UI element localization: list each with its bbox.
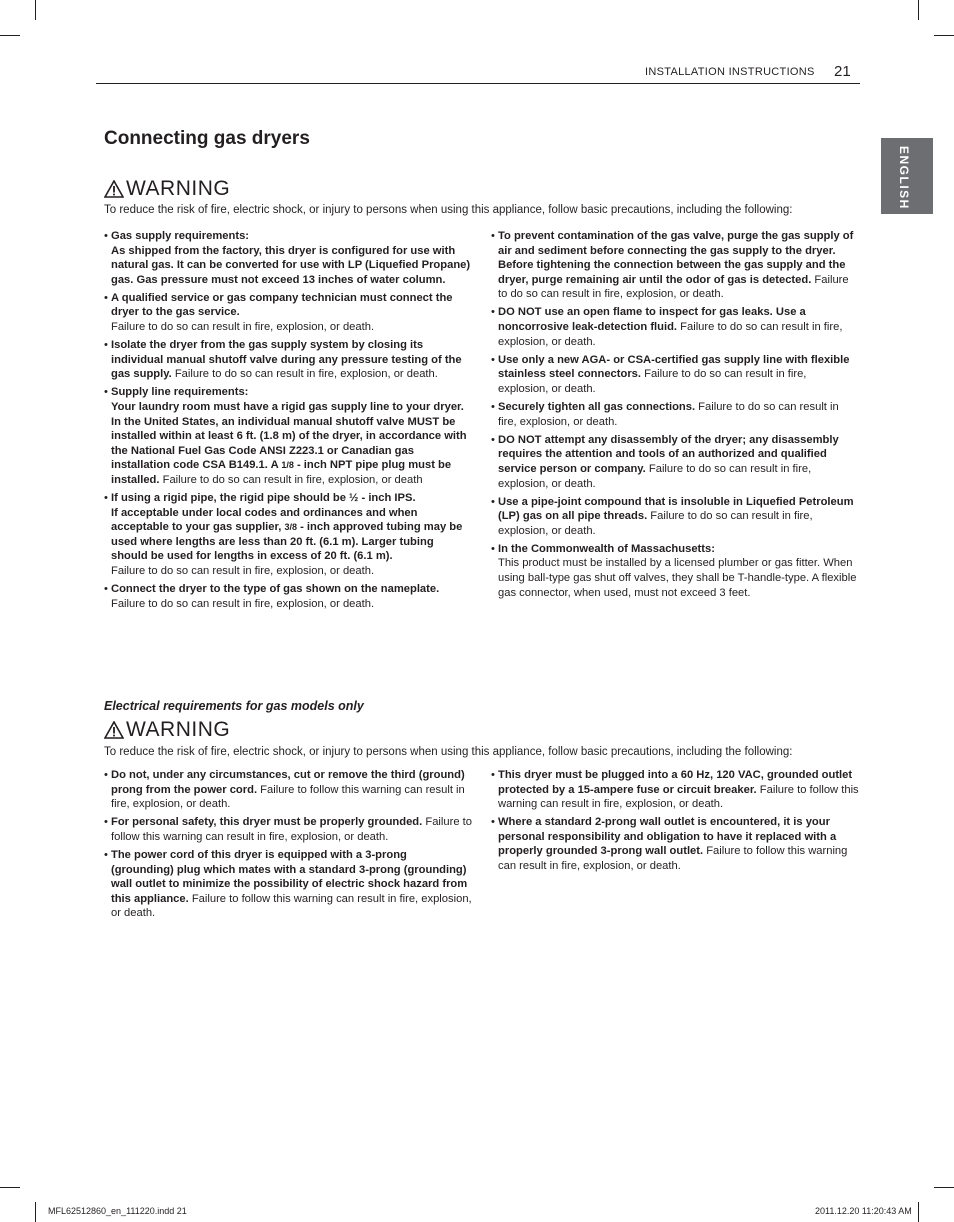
item-text: Failure to follow this warning can result in fire, explosion, or death. xyxy=(498,845,848,873)
warning-heading xyxy=(104,177,230,201)
item-bold-text: The power cord of this dryer is equipped with a 3-prong (grounding) plug which mates with a standard 3-prong (grounding) wall outlet to minimize the possibility of electric shock hazard from this appliance. xyxy=(111,848,468,905)
item-bold-text: Your laundry room must have a rigid gas supply line to your dryer. In the United States, an individual manual shutoff valve MUST be installed within at least 6 ft. (1.8 m) of the dryer, in accordance with the National Fuel Gas Code ANSI Z223.1 or Canadian gas installation code CSA B149.1. A xyxy=(111,401,467,472)
warning1-right-column xyxy=(491,229,859,604)
item-text: Failure to do so can result in fire, explosion, or death xyxy=(159,474,423,486)
item-bold-text: A qualified service or gas company technician must connect the dryer to the gas service. xyxy=(111,291,453,319)
item-bold-text: - inch NPT pipe plug must be installed. xyxy=(111,459,452,486)
list-item xyxy=(104,768,472,812)
list-item xyxy=(104,815,472,844)
sub-heading: Electrical requirements for gas models only xyxy=(104,699,364,713)
item-text: Failure to follow this warning can result in fire, explosion, or death. xyxy=(498,783,859,811)
item-bold-text: Use only a new AGA- or CSA-certified gas supply line with flexible stainless steel connectors. xyxy=(498,353,850,381)
item-bold-text: To prevent contamination of the gas valve, purge the gas supply of air and sediment before connecting the gas supply to the dryer. Before tightening the connection between the gas supply and the dryer, purge remaining air until the odor of gas is detected. xyxy=(498,230,854,286)
crop-mark xyxy=(918,0,919,20)
crop-mark xyxy=(918,1202,919,1222)
item-bold-text: For personal safety, this dryer must be properly grounded. xyxy=(111,816,423,829)
warning-intro: To reduce the risk of fire, electric shock, or injury to persons when using this appliance, follow basic precautions, including the following: xyxy=(104,746,793,758)
header-rule xyxy=(96,83,860,84)
item-bold-text: Where a standard 2-prong wall outlet is encountered, it is your personal responsibility and obligation to have it replaced with a properly grounded 3-prong wall outlet. xyxy=(498,816,837,858)
language-tab xyxy=(881,138,933,214)
item-text: Failure to do so can result in fire, explosion, or death. xyxy=(498,273,849,301)
warning-intro: To reduce the risk of fire, electric shock, or injury to persons when using this appliance, follow basic precautions, including the following: xyxy=(104,204,793,216)
warning-triangle-icon xyxy=(104,721,124,739)
crop-mark xyxy=(0,35,20,36)
crop-mark xyxy=(934,35,954,36)
item-text: Failure to do so can result in fire, explosion, or death. xyxy=(171,368,438,381)
item-text: Failure to do so can result in fire, explosion, or death. xyxy=(111,321,375,334)
fraction: 1/8 xyxy=(281,460,294,471)
item-bold-text: As shipped from the factory, this dryer is configured for use with natural gas. It can be converted for use with LP (Liquefied Propane) gas. Gas pressure must not exceed 13 inches of water column. xyxy=(111,244,471,286)
item-bold-text: Connect the dryer to the type of gas shown on the nameplate. xyxy=(111,583,440,596)
item-text: This product must be installed by a licensed plumber or gas fitter. When using ball-type gas shut off valves, they shall be T-handle-type. A flexible gas connector, when used, must not exceed 3 feet. xyxy=(498,557,857,599)
item-heading: If using a rigid pipe, the rigid pipe should be ½ - inch IPS. xyxy=(111,492,416,505)
item-text: Failure to do so can result in fire, explosion, or death. xyxy=(111,565,375,578)
item-bold-text: Isolate the dryer from the gas supply system by closing its individual manual shutoff valve during any pressure testing of the gas supply. xyxy=(111,339,462,381)
page-number: 21 xyxy=(834,63,851,80)
warning-heading xyxy=(104,718,230,742)
warning-title: WARNING xyxy=(126,718,231,741)
language-tab-label: ENGLISH xyxy=(897,146,911,210)
list-item xyxy=(491,495,859,539)
crop-mark xyxy=(35,0,36,20)
list-item xyxy=(104,848,472,921)
item-text: Failure to do so can result in fire, explosion, or death. xyxy=(111,597,375,610)
item-text: Failure to do so can result in fire, explosion, or death. xyxy=(498,401,839,428)
list-item xyxy=(491,542,859,600)
item-bold-text: Securely tighten all gas connections. xyxy=(498,401,696,414)
fraction: 3/8 xyxy=(284,522,297,533)
warning2-left-column xyxy=(104,768,472,924)
list-item xyxy=(491,400,859,429)
section-title: Connecting gas dryers xyxy=(104,128,310,149)
footer-timestamp: 2011.12.20 11:20:43 AM xyxy=(815,1206,912,1216)
item-text: Failure to follow this warning can result in fire, explosion, or death. xyxy=(111,892,472,920)
item-text: Failure to follow this warning can result in fire, explosion, or death. xyxy=(111,783,465,811)
list-item xyxy=(491,305,859,349)
warning2-right-column xyxy=(491,768,859,877)
list-item xyxy=(104,491,472,579)
item-text: Failure to do so can result in fire, explosion, or death. xyxy=(498,462,812,490)
list-item xyxy=(491,433,859,491)
list-item xyxy=(104,582,472,611)
item-heading: In the Commonwealth of Massachusetts: xyxy=(498,542,715,555)
warning1-left-column xyxy=(104,229,472,615)
crop-mark xyxy=(35,1202,36,1222)
item-bold-text: Do not, under any circumstances, cut or remove the third (ground) prong from the power cord. xyxy=(111,769,465,796)
header-label: INSTALLATION INSTRUCTIONS xyxy=(645,66,815,78)
crop-mark xyxy=(0,1187,20,1188)
list-item xyxy=(104,385,472,487)
list-item xyxy=(104,291,472,335)
item-bold-text: Use a pipe-joint compound that is insoluble in Liquefied Petroleum (LP) gas on all pipe threads. xyxy=(498,495,854,523)
item-heading: Gas supply requirements: xyxy=(111,230,250,242)
list-item xyxy=(491,353,859,397)
item-text: Failure to do so can result in fire, explosion, or death. xyxy=(498,510,813,537)
item-text: Failure to follow this warning can result in fire, explosion, or death. xyxy=(111,816,472,843)
list-item xyxy=(491,768,859,812)
item-heading: Supply line requirements: xyxy=(111,386,249,399)
list-item xyxy=(491,815,859,873)
item-text: Failure to do so can result in fire, explosion, or death. xyxy=(498,368,807,395)
item-bold-text: - inch approved tubing may be used where lengths are less than 20 ft. (6.1 m). Larger tubing should be used for lengths in excess of 20 ft. (6.1 m). xyxy=(111,521,463,563)
list-item xyxy=(491,229,859,302)
crop-mark xyxy=(934,1187,954,1188)
item-text: Failure to do so can result in fire, explosion, or death. xyxy=(498,321,843,348)
item-bold-text: DO NOT use an open flame to inspect for gas leaks. Use a noncorrosive leak-detection fluid. xyxy=(498,306,806,334)
warning-title: WARNING xyxy=(126,177,231,200)
warning-triangle-icon xyxy=(104,180,124,198)
item-bold-text: DO NOT attempt any disassembly of the dryer; any disassembly requires the attention and tools of an authorized and qualified service person or company. xyxy=(498,433,839,475)
item-bold-text: If acceptable under local codes and ordinances and when acceptable to your gas supplier, xyxy=(111,506,418,534)
list-item xyxy=(104,338,472,382)
item-bold-text: This dryer must be plugged into a 60 Hz, 120 VAC, grounded outlet protected by a 15-ampere fuse or circuit breaker. xyxy=(498,769,853,796)
footer-file-name: MFL62512860_en_111220.indd 21 xyxy=(48,1206,187,1216)
list-item xyxy=(104,229,472,287)
